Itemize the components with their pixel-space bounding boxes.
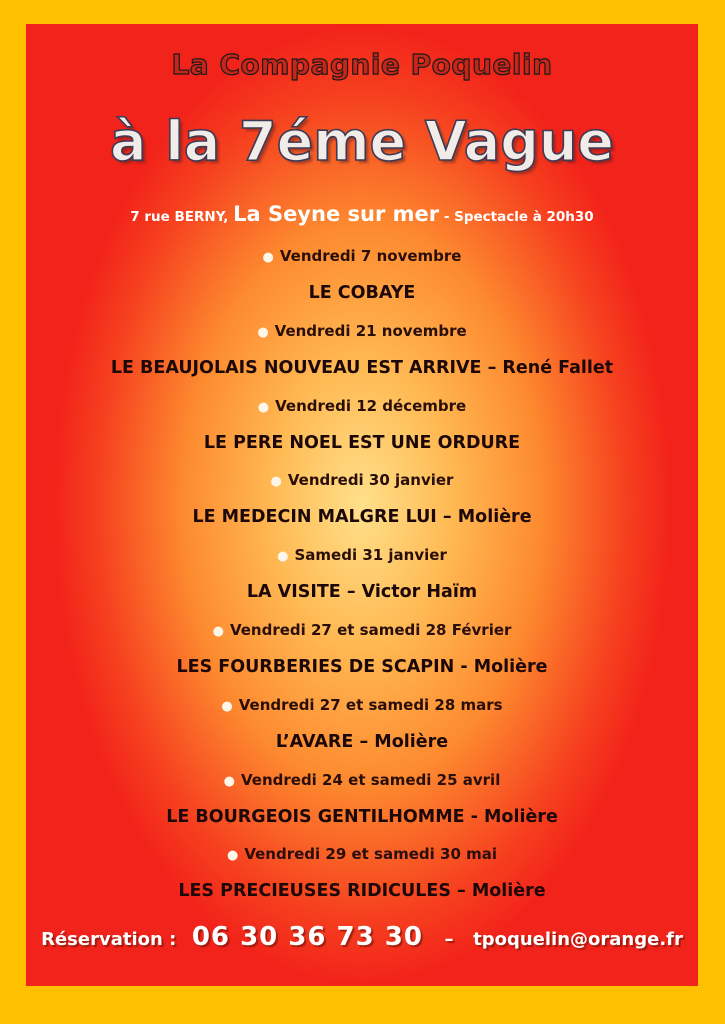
program-show: LES PRECIEUSES RIDICULES – Molière — [178, 881, 546, 902]
program-date — [26, 771, 698, 789]
program-date — [26, 247, 698, 265]
program-show: LE BEAUJOLAIS NOUVEAU EST ARRIVE – René Fallet — [110, 357, 614, 378]
bullet-icon: ● — [227, 848, 239, 864]
program-date-text: Vendredi 21 novembre — [274, 321, 467, 340]
program-date-text: Vendredi 12 décembre — [275, 396, 467, 415]
venue-title: à la 7éme Vague — [110, 110, 614, 173]
program-date — [26, 621, 698, 639]
footer-separator: – — [444, 929, 454, 950]
address-city: La Seyne sur mer — [233, 202, 440, 226]
bullet-icon: ● — [262, 250, 274, 265]
program-date — [26, 546, 698, 564]
program-date-text: Vendredi 29 et samedi 30 mai — [244, 845, 497, 864]
program-date-text: Vendredi 24 et samedi 25 avril — [241, 770, 501, 789]
bullet-icon: ● — [221, 698, 233, 714]
reservation-phone[interactable]: 06 30 36 73 30 — [191, 922, 423, 952]
address-street: 7 rue BERNY, — [130, 209, 229, 225]
program-list — [26, 24, 698, 986]
poster — [26, 24, 698, 986]
bullet-icon: ● — [212, 624, 224, 639]
bullet-icon: ● — [223, 773, 235, 789]
company-name: La Compagnie Poquelin — [171, 48, 553, 81]
reservation-footer — [26, 922, 698, 952]
program-date-text: Vendredi 27 et samedi 28 mars — [238, 695, 503, 714]
program-show: LE BOURGEOIS GENTILHOMME - Molière — [166, 806, 558, 827]
program-show: LE COBAYE — [308, 283, 416, 303]
bullet-icon: ● — [257, 324, 269, 340]
program-date — [26, 696, 698, 714]
program-date — [26, 471, 698, 489]
program-date-text: Vendredi 27 et samedi 28 Février — [229, 621, 512, 639]
show-time: - Spectacle à 20h30 — [443, 209, 594, 225]
program-date — [26, 845, 698, 863]
program-date-text: Vendredi 7 novembre — [279, 247, 462, 265]
program-show: LES FOURBERIES DE SCAPIN - Molière — [176, 657, 548, 677]
bullet-icon: ● — [270, 474, 282, 490]
bullet-icon: ● — [277, 549, 289, 565]
program-date — [26, 322, 698, 340]
program-show: LE PERE NOEL EST UNE ORDURE — [203, 432, 521, 453]
program-show: LA VISITE – Victor Haïm — [246, 582, 478, 603]
bullet-icon: ● — [257, 399, 270, 415]
program-show: L’AVARE – Molière — [275, 731, 449, 752]
program-date — [26, 397, 698, 415]
program-date-text: Samedi 31 janvier — [294, 546, 447, 565]
program-date-text: Vendredi 30 janvier — [287, 471, 454, 490]
program-show: LE MEDECIN MALGRE LUI – Molière — [192, 507, 532, 528]
reservation-email[interactable]: tpoquelin@orange.fr — [473, 929, 683, 950]
reservation-label: Réservation : — [41, 929, 177, 950]
